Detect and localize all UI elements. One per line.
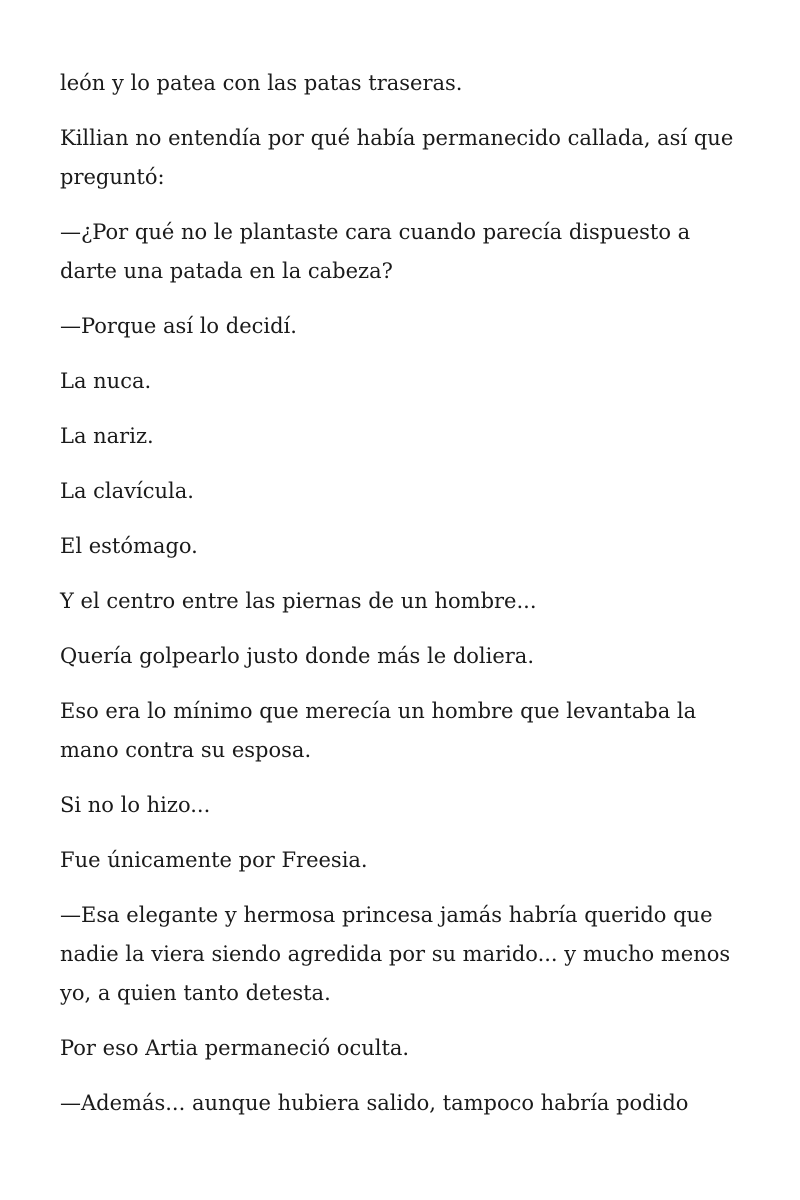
paragraph: Y el centro entre las piernas de un hombre... (60, 589, 537, 613)
paragraph: Eso era lo mínimo que merecía un hombre que levantaba la mano contra su esposa. (60, 699, 697, 762)
paragraph: La clavícula. (60, 479, 194, 503)
paragraph: La nariz. (60, 424, 154, 448)
paragraph: Por eso Artia permaneció oculta. (60, 1036, 410, 1060)
paragraph: —Además... aunque hubiera salido, tampoco habría podido (60, 1091, 689, 1115)
paragraph: Fue únicamente por Freesia. (60, 848, 368, 872)
paragraph: Killian no entendía por qué había permanecido callada, así que preguntó: (60, 126, 734, 189)
paragraph: —¿Por qué no le plantaste cara cuando parecía dispuesto a darte una patada en la cabeza? (60, 220, 691, 283)
paragraph: —Esa elegante y hermosa princesa jamás habría querido que nadie la viera siendo agredida por su marido... y mucho menos yo, a quien tanto detesta. (60, 903, 731, 1005)
book-page (60, 64, 750, 1139)
paragraph: —Porque así lo decidí. (60, 314, 297, 338)
paragraph: Quería golpearlo justo donde más le doliera. (60, 644, 534, 668)
paragraph: El estómago. (60, 534, 198, 558)
paragraph: Si no lo hizo... (60, 793, 211, 817)
paragraph: La nuca. (60, 369, 152, 393)
paragraph: león y lo patea con las patas traseras. (60, 71, 463, 95)
